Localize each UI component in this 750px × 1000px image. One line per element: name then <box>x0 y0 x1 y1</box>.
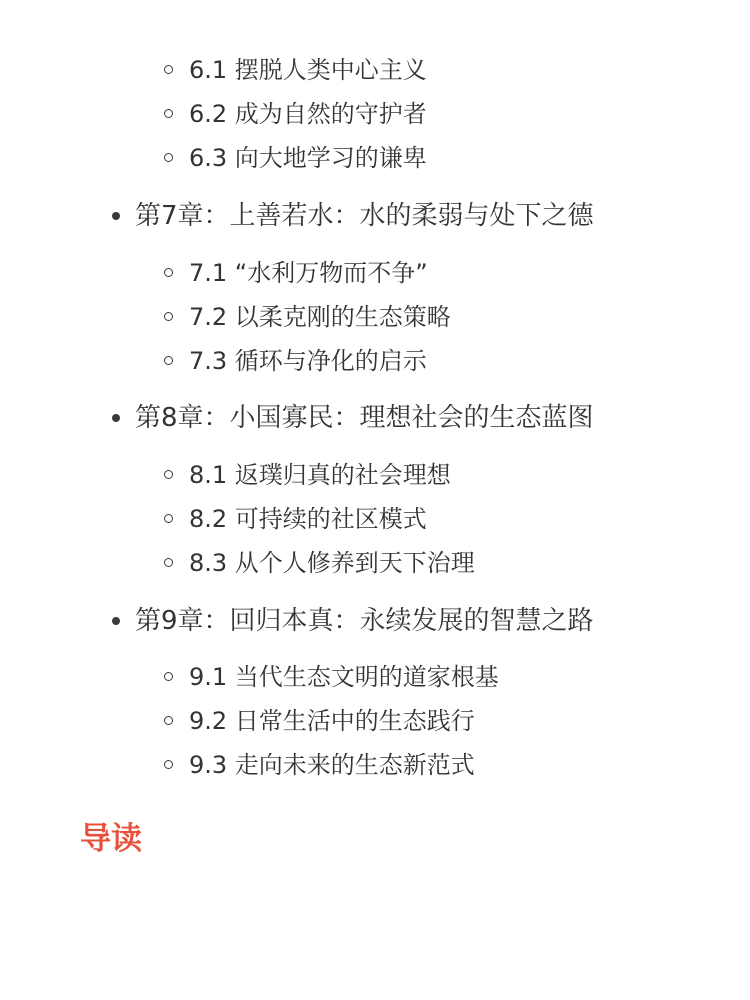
toc-section-label: 9.2 日常生活中的生态践行 <box>189 707 475 735</box>
toc-section-label: 6.2 成为自然的守护者 <box>189 100 427 128</box>
toc-section-label: 6.1 摆脱人类中心主义 <box>189 56 427 84</box>
hollow-bullet-icon <box>164 760 173 769</box>
hollow-bullet-icon <box>164 65 173 74</box>
filled-bullet-icon <box>112 414 120 422</box>
toc-section-label: 8.3 从个人修养到天下治理 <box>189 549 475 577</box>
toc-chapter-label: 第8章：小国寡民：理想社会的生态蓝图 <box>135 403 594 433</box>
hollow-bullet-icon <box>164 153 173 162</box>
hollow-bullet-icon <box>164 109 173 118</box>
hollow-bullet-icon <box>164 514 173 523</box>
hollow-bullet-icon <box>164 268 173 277</box>
toc-section-label: 9.3 走向未来的生态新范式 <box>189 751 475 779</box>
toc-section-label: 8.1 返璞归真的社会理想 <box>189 461 451 489</box>
hollow-bullet-icon <box>164 672 173 681</box>
filled-bullet-icon <box>112 617 120 625</box>
hollow-bullet-icon <box>164 558 173 567</box>
hollow-bullet-icon <box>164 356 173 365</box>
section-heading: 导读 <box>80 821 142 857</box>
toc-chapter-label: 第9章：回归本真：永续发展的智慧之路 <box>135 606 594 636</box>
hollow-bullet-icon <box>164 716 173 725</box>
filled-bullet-icon <box>112 212 120 220</box>
toc-section-label: 9.1 当代生态文明的道家根基 <box>189 663 499 691</box>
toc-section-label: 7.2 以柔克刚的生态策略 <box>189 303 451 331</box>
hollow-bullet-icon <box>164 470 173 479</box>
toc-section-label: 6.3 向大地学习的谦卑 <box>189 144 427 172</box>
hollow-bullet-icon <box>164 312 173 321</box>
toc-section-label: 7.3 循环与净化的启示 <box>189 347 427 375</box>
toc-section-label: 8.2 可持续的社区模式 <box>189 505 427 533</box>
toc-section-label: 7.1 “水利万物而不争” <box>189 259 428 287</box>
toc-chapter-label: 第7章：上善若水：水的柔弱与处下之德 <box>135 201 594 231</box>
